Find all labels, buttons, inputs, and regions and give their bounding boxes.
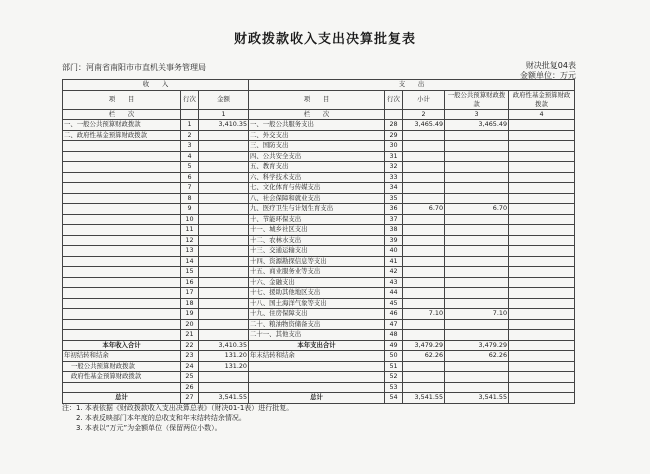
subtotal-cell: 7.10 <box>403 309 445 320</box>
subtotal-cell: 3,465.49 <box>403 120 445 131</box>
general-budget-cell <box>445 277 509 288</box>
expense-rowno-cell: 48 <box>385 330 403 341</box>
expense-rowno-cell: 54 <box>385 393 403 404</box>
income-rowno-cell: 7 <box>181 183 199 194</box>
income-amount-cell <box>199 309 249 320</box>
table-row <box>63 246 575 257</box>
expense-rowno-cell: 35 <box>385 193 403 204</box>
expense-rowno-cell: 33 <box>385 172 403 183</box>
income-amount-cell: 3,410.35 <box>199 340 249 351</box>
table-row <box>63 120 575 131</box>
expense-rowno-cell: 31 <box>385 151 403 162</box>
income-item-cell <box>63 298 181 309</box>
income-item-cell <box>63 225 181 236</box>
expense-item-cell: 十、节能环保支出 <box>249 214 385 225</box>
expense-rowno-cell: 29 <box>385 130 403 141</box>
table-row <box>63 225 575 236</box>
expense-item-cell: 本年支出合计 <box>249 340 385 351</box>
form-number: 财决批复04表 <box>525 61 576 70</box>
income-rowno-cell: 19 <box>181 309 199 320</box>
income-rowno-cell: 3 <box>181 141 199 152</box>
col-expense-item: 项 目 <box>249 90 385 109</box>
expense-rowno-cell: 37 <box>385 214 403 225</box>
expense-item-cell: 十八、国土海洋气象等支出 <box>249 298 385 309</box>
expense-item-cell: 十二、农林水支出 <box>249 235 385 246</box>
subtotal-cell <box>403 277 445 288</box>
table-row <box>63 183 575 194</box>
fund-budget-cell <box>509 382 575 393</box>
col-num-4: 4 <box>509 109 575 120</box>
expense-item-cell: 五、教育支出 <box>249 162 385 173</box>
income-amount-cell <box>199 288 249 299</box>
expense-item-cell: 一、一般公共服务支出 <box>249 120 385 131</box>
income-rowno-cell: 16 <box>181 277 199 288</box>
expense-item-cell <box>249 372 385 383</box>
fund-budget-cell <box>509 225 575 236</box>
general-budget-cell <box>445 298 509 309</box>
table-row <box>63 193 575 204</box>
table-row <box>63 340 575 351</box>
fund-budget-cell <box>509 361 575 372</box>
income-item-cell <box>63 288 181 299</box>
income-rowno-cell: 20 <box>181 319 199 330</box>
general-budget-cell: 3,479.29 <box>445 340 509 351</box>
fund-budget-cell <box>509 162 575 173</box>
income-rowno-cell: 22 <box>181 340 199 351</box>
expense-item-cell: 二十一、其他支出 <box>249 330 385 341</box>
footnotes <box>62 403 293 433</box>
expense-rowno-cell: 36 <box>385 204 403 215</box>
income-amount-cell <box>199 256 249 267</box>
subtotal-cell <box>403 172 445 183</box>
income-rowno-cell: 14 <box>181 256 199 267</box>
subtotal-cell <box>403 330 445 341</box>
general-budget-cell <box>445 193 509 204</box>
income-item-cell <box>63 235 181 246</box>
expense-rowno-cell: 43 <box>385 277 403 288</box>
income-item-cell <box>63 204 181 215</box>
general-budget-cell <box>445 141 509 152</box>
expense-item-cell: 十七、援助其他地区支出 <box>249 288 385 299</box>
expense-rowno-cell: 52 <box>385 372 403 383</box>
income-rowno-cell: 10 <box>181 214 199 225</box>
income-item-cell <box>63 267 181 278</box>
income-header: 收 入 <box>63 80 249 91</box>
table-row <box>63 330 575 341</box>
table-row <box>63 267 575 278</box>
income-item-cell: 政府性基金预算财政拨款 <box>63 372 181 383</box>
expense-rowno-cell: 30 <box>385 141 403 152</box>
general-budget-cell <box>445 382 509 393</box>
subtotal-cell <box>403 162 445 173</box>
income-amount-cell <box>199 330 249 341</box>
subtotal-cell <box>403 151 445 162</box>
fund-budget-cell <box>509 393 575 404</box>
expense-item-cell: 四、公共安全支出 <box>249 151 385 162</box>
income-amount-cell: 3,541.55 <box>199 393 249 404</box>
expense-item-cell: 十四、资源勘探信息等支出 <box>249 256 385 267</box>
income-item-cell <box>63 246 181 257</box>
table-row <box>63 162 575 173</box>
table-row <box>63 309 575 320</box>
expense-item-cell: 十九、住房保障支出 <box>249 309 385 320</box>
general-budget-cell <box>445 151 509 162</box>
table-row <box>63 372 575 383</box>
general-budget-cell <box>445 267 509 278</box>
expense-rowno-cell: 28 <box>385 120 403 131</box>
subtotal-cell <box>403 130 445 141</box>
subtotal-cell <box>403 256 445 267</box>
general-budget-cell <box>445 235 509 246</box>
col-num-2: 2 <box>403 109 445 120</box>
subtotal-cell <box>403 267 445 278</box>
subtotal-cell <box>403 246 445 257</box>
fund-budget-cell <box>509 319 575 330</box>
income-amount-cell <box>199 172 249 183</box>
income-rowno-cell: 27 <box>181 393 199 404</box>
income-rowno-cell: 18 <box>181 298 199 309</box>
income-rowno-cell: 12 <box>181 235 199 246</box>
general-budget-cell <box>445 172 509 183</box>
income-rowno-cell: 23 <box>181 351 199 362</box>
income-amount-cell <box>199 162 249 173</box>
income-rowno-cell: 11 <box>181 225 199 236</box>
income-rowno-cell: 2 <box>181 130 199 141</box>
fund-budget-cell <box>509 235 575 246</box>
subtotal-cell <box>403 288 445 299</box>
subtotal-cell <box>403 183 445 194</box>
expense-item-cell: 六、科学技术支出 <box>249 172 385 183</box>
income-amount-cell <box>199 193 249 204</box>
col-num-1: 1 <box>199 109 249 120</box>
income-amount-cell: 3,410.35 <box>199 120 249 131</box>
table-row <box>63 151 575 162</box>
income-amount-cell <box>199 183 249 194</box>
fund-budget-cell <box>509 298 575 309</box>
income-amount-cell <box>199 298 249 309</box>
subtotal-cell: 3,541.55 <box>403 393 445 404</box>
income-item-cell: 一、一般公共预算财政拨款 <box>63 120 181 131</box>
expense-rowno-cell: 41 <box>385 256 403 267</box>
fund-budget-cell <box>509 330 575 341</box>
subtotal-cell <box>403 372 445 383</box>
expense-rowno-cell: 46 <box>385 309 403 320</box>
table-row <box>63 393 575 404</box>
expense-rowno-cell: 44 <box>385 288 403 299</box>
income-amount-cell <box>199 319 249 330</box>
income-item-cell <box>63 309 181 320</box>
subtotal-cell: 62.26 <box>403 351 445 362</box>
income-rowno-cell: 25 <box>181 372 199 383</box>
expense-rowno-cell: 40 <box>385 246 403 257</box>
fund-budget-cell <box>509 151 575 162</box>
expense-rowno-cell: 49 <box>385 340 403 351</box>
income-amount-cell <box>199 277 249 288</box>
expense-rowno-cell: 45 <box>385 298 403 309</box>
income-rowno-cell: 15 <box>181 267 199 278</box>
income-item-cell <box>63 172 181 183</box>
income-amount-cell <box>199 130 249 141</box>
col-income-item: 项 目 <box>63 90 181 109</box>
income-item-cell <box>63 256 181 267</box>
income-rowno-cell: 6 <box>181 172 199 183</box>
income-item-cell <box>63 214 181 225</box>
expense-rowno-cell: 50 <box>385 351 403 362</box>
general-budget-cell <box>445 130 509 141</box>
table-row <box>63 298 575 309</box>
income-item-cell: 总计 <box>63 393 181 404</box>
amount-unit: 金额单位：万元 <box>520 71 576 80</box>
income-item-cell <box>63 277 181 288</box>
general-budget-cell <box>445 330 509 341</box>
income-rowno-cell: 5 <box>181 162 199 173</box>
income-rowno-cell: 21 <box>181 330 199 341</box>
fund-budget-cell <box>509 183 575 194</box>
subtotal-cell <box>403 319 445 330</box>
footnote-2: 2. 本表反映部门本年度的总收支和年末结转结余情况。 <box>76 414 246 422</box>
income-amount-cell <box>199 382 249 393</box>
income-rowno-cell: 17 <box>181 288 199 299</box>
income-amount-cell <box>199 372 249 383</box>
department-label: 部门：河南省南阳市市直机关事务管理局 <box>62 63 206 72</box>
fund-budget-cell <box>509 204 575 215</box>
fund-budget-cell <box>509 172 575 183</box>
fund-budget-cell <box>509 267 575 278</box>
expense-item-cell <box>249 382 385 393</box>
fund-budget-cell <box>509 120 575 131</box>
subtotal-cell <box>403 235 445 246</box>
fund-budget-cell <box>509 372 575 383</box>
income-item-cell <box>63 330 181 341</box>
income-rowno-cell: 8 <box>181 193 199 204</box>
table-row <box>63 361 575 372</box>
expense-item-cell: 二、外交支出 <box>249 130 385 141</box>
expense-item-cell: 八、社会保障和就业支出 <box>249 193 385 204</box>
col-subtotal: 小计 <box>403 90 445 109</box>
expense-item-cell: 十六、金融支出 <box>249 277 385 288</box>
table-row <box>63 277 575 288</box>
table-row <box>63 172 575 183</box>
general-budget-cell <box>445 214 509 225</box>
expense-item-cell <box>249 361 385 372</box>
income-item-cell: 二、政府性基金预算财政拨款 <box>63 130 181 141</box>
expense-item-cell: 十一、城乡社区支出 <box>249 225 385 236</box>
general-budget-cell <box>445 372 509 383</box>
expense-rowno-cell: 39 <box>385 235 403 246</box>
income-amount-cell: 131.20 <box>199 361 249 372</box>
income-item-cell <box>63 162 181 173</box>
income-amount-cell <box>199 141 249 152</box>
income-item-cell: 本年收入合计 <box>63 340 181 351</box>
table-row <box>63 130 575 141</box>
expense-rowno-cell: 51 <box>385 361 403 372</box>
expense-item-cell: 三、国防支出 <box>249 141 385 152</box>
col-expense-rowno: 行次 <box>385 90 403 109</box>
fund-budget-cell <box>509 214 575 225</box>
subtotal-cell: 6.70 <box>403 204 445 215</box>
table-row <box>63 235 575 246</box>
table-row <box>63 382 575 393</box>
fund-budget-cell <box>509 130 575 141</box>
subtotal-cell <box>403 214 445 225</box>
table-row <box>63 214 575 225</box>
income-rowno-cell: 9 <box>181 204 199 215</box>
general-budget-cell <box>445 319 509 330</box>
col-income-rowno: 行次 <box>181 90 199 109</box>
income-item-cell: 一般公共预算财政拨款 <box>63 361 181 372</box>
lanci-expense: 栏 次 <box>249 109 385 120</box>
general-budget-cell <box>445 288 509 299</box>
income-rowno-cell: 4 <box>181 151 199 162</box>
income-amount-cell <box>199 214 249 225</box>
income-rowno-cell: 1 <box>181 120 199 131</box>
fund-budget-cell <box>509 288 575 299</box>
income-amount-cell: 131.20 <box>199 351 249 362</box>
income-item-cell <box>63 319 181 330</box>
subtotal-cell <box>403 361 445 372</box>
col-general-budget: 一般公共预算财政拨款 <box>445 90 509 109</box>
subtotal-cell <box>403 193 445 204</box>
general-budget-cell: 62.26 <box>445 351 509 362</box>
income-item-cell <box>63 151 181 162</box>
income-rowno-cell: 24 <box>181 361 199 372</box>
general-budget-cell <box>445 162 509 173</box>
income-item-cell: 年初结转和结余 <box>63 351 181 362</box>
table-row <box>63 288 575 299</box>
table-row <box>63 204 575 215</box>
income-rowno-cell: 26 <box>181 382 199 393</box>
fund-budget-cell <box>509 141 575 152</box>
fund-budget-cell <box>509 193 575 204</box>
income-item-cell <box>63 193 181 204</box>
subtotal-cell <box>403 382 445 393</box>
subtotal-cell: 3,479.29 <box>403 340 445 351</box>
expense-item-cell: 十三、交通运输支出 <box>249 246 385 257</box>
table-row <box>63 319 575 330</box>
fund-budget-cell <box>509 340 575 351</box>
general-budget-cell: 7.10 <box>445 309 509 320</box>
footnote-1: 注：1. 本表依据《财政拨款收入支出决算总表》（财决01-1表）进行批复。 <box>62 404 294 412</box>
income-item-cell <box>63 183 181 194</box>
general-budget-cell <box>445 256 509 267</box>
income-amount-cell <box>199 267 249 278</box>
document-title: 财政拨款收入支出决算批复表 <box>233 32 416 47</box>
expense-rowno-cell: 42 <box>385 267 403 278</box>
expense-item-cell: 九、医疗卫生与计划生育支出 <box>249 204 385 215</box>
fund-budget-cell <box>509 309 575 320</box>
expense-rowno-cell: 38 <box>385 225 403 236</box>
col-fund-budget: 政府性基金预算财政拨款 <box>509 90 575 109</box>
subtotal-cell <box>403 225 445 236</box>
general-budget-cell <box>445 361 509 372</box>
general-budget-cell <box>445 225 509 236</box>
footnote-3: 3. 本表以“万元”为金额单位（保留两位小数）。 <box>76 424 222 432</box>
subtotal-cell <box>403 298 445 309</box>
income-rowno-cell: 13 <box>181 246 199 257</box>
general-budget-cell <box>445 246 509 257</box>
income-amount-cell <box>199 235 249 246</box>
income-item-cell <box>63 141 181 152</box>
expense-rowno-cell: 32 <box>385 162 403 173</box>
expense-rowno-cell: 47 <box>385 319 403 330</box>
fund-budget-cell <box>509 246 575 257</box>
budget-table <box>62 79 575 404</box>
general-budget-cell: 3,465.49 <box>445 120 509 131</box>
expense-rowno-cell: 53 <box>385 382 403 393</box>
subtotal-cell <box>403 141 445 152</box>
fund-budget-cell <box>509 277 575 288</box>
table-row <box>63 256 575 267</box>
expense-item-cell: 二十、粮油物资储备支出 <box>249 319 385 330</box>
lanci-income: 栏 次 <box>63 109 181 120</box>
general-budget-cell <box>445 183 509 194</box>
expense-item-cell: 七、文化体育与传媒支出 <box>249 183 385 194</box>
fund-budget-cell <box>509 256 575 267</box>
expense-item-cell: 十五、商业服务业等支出 <box>249 267 385 278</box>
fund-budget-cell <box>509 351 575 362</box>
table-row <box>63 141 575 152</box>
expense-item-cell: 年末结转和结余 <box>249 351 385 362</box>
income-amount-cell <box>199 204 249 215</box>
expense-item-cell: 总计 <box>249 393 385 404</box>
expense-header: 支 出 <box>249 80 575 91</box>
income-amount-cell <box>199 225 249 236</box>
col-income-amount: 金额 <box>199 90 249 109</box>
expense-rowno-cell: 34 <box>385 183 403 194</box>
income-amount-cell <box>199 246 249 257</box>
table-row <box>63 351 575 362</box>
col-num-3: 3 <box>445 109 509 120</box>
income-item-cell <box>63 382 181 393</box>
income-amount-cell <box>199 151 249 162</box>
general-budget-cell: 6.70 <box>445 204 509 215</box>
general-budget-cell: 3,541.55 <box>445 393 509 404</box>
